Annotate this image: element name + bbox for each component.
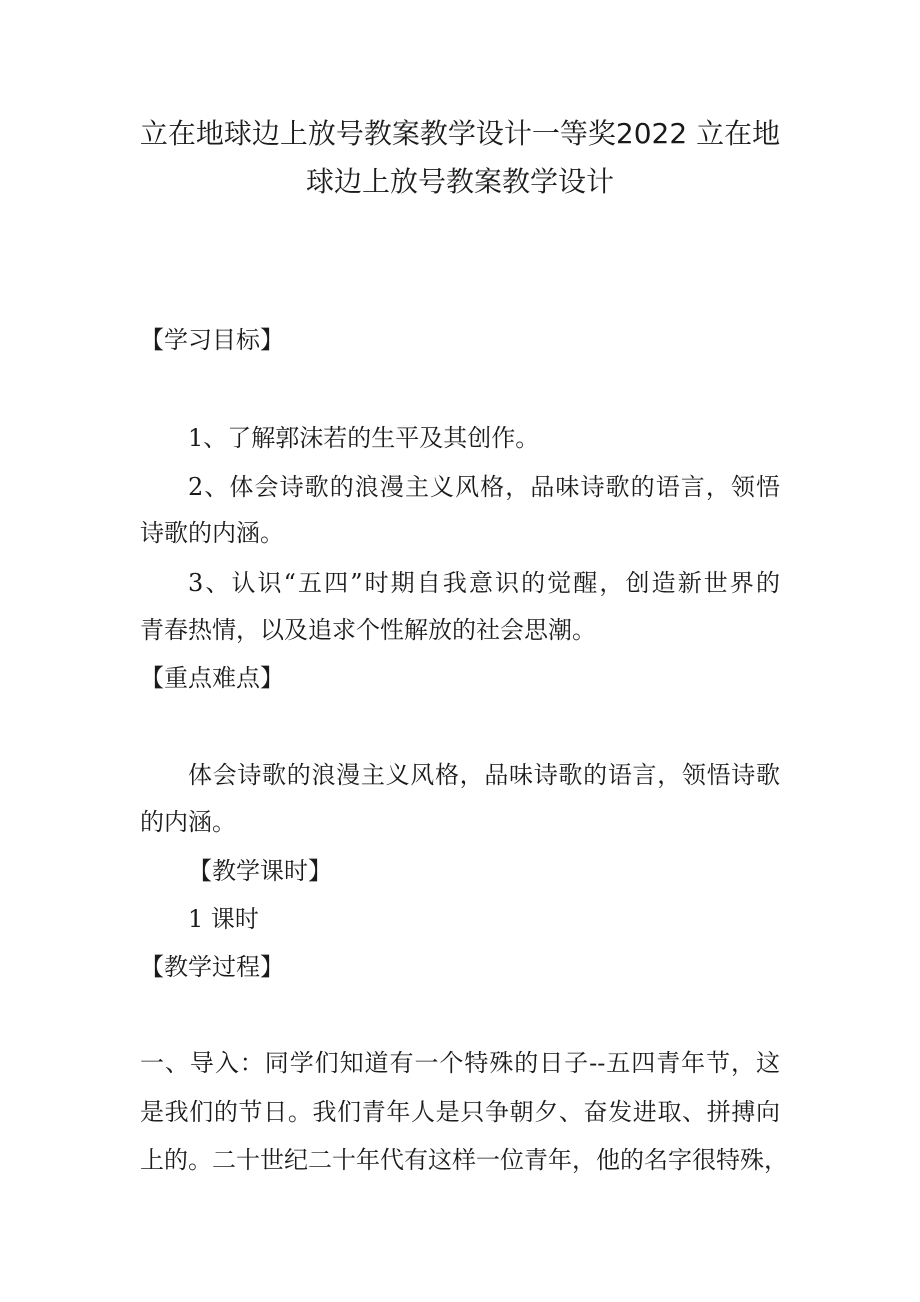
intro-line-2: 是我们的节日。我们青年人是只争朝夕、奋发进取、拼搏向: [140, 1098, 780, 1126]
heading-learning-objectives: 【学习目标】: [140, 326, 284, 354]
heading-key-points: 【重点难点】: [140, 664, 284, 692]
intro-line-1: 一、导入：同学们知道有一个特殊的日子--五四青年节，这: [140, 1049, 780, 1077]
class-hours-value: 1 课时: [188, 905, 259, 933]
title-line-1: 立在地球边上放号教案教学设计一等奖2022 立在地: [139, 117, 781, 150]
objective-2-line-2: 诗歌的内涵。: [140, 519, 284, 547]
objective-3-line-1: 3、认识“五四”时期自我意识的觉醒，创造新世界的: [188, 569, 780, 597]
heading-class-hours: 【教学课时】: [188, 857, 332, 885]
objective-2-line-1: 2、体会诗歌的浪漫主义风格，品味诗歌的语言，领悟: [188, 473, 780, 501]
key-points-line-2: 的内涵。: [140, 808, 236, 836]
document-title: [130, 110, 790, 206]
key-points-line-1: 体会诗歌的浪漫主义风格，品味诗歌的语言，领悟诗歌: [188, 761, 780, 789]
title-line-2: 球边上放号教案教学设计: [305, 165, 614, 198]
objective-1: 1、了解郭沫若的生平及其创作。: [188, 424, 540, 452]
heading-teaching-process: 【教学过程】: [140, 953, 284, 981]
intro-line-3: 上的。二十世纪二十年代有这样一位青年，他的名字很特殊，: [140, 1146, 788, 1174]
objective-3-line-2: 青春热情，以及追求个性解放的社会思潮。: [140, 616, 596, 644]
